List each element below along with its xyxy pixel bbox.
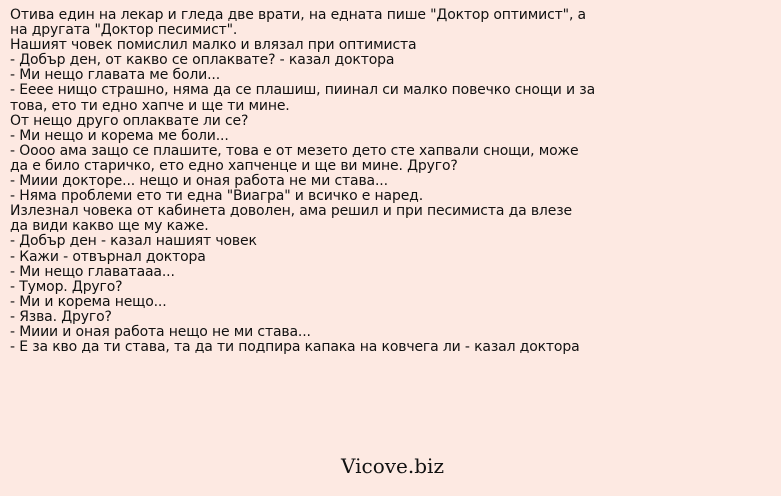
joke-line: на другата "Доктор песимист". (10, 22, 238, 39)
joke-line: - Ееее нищо страшно, няма да се плашиш, пиинал си малко повечко снощи и за (10, 82, 596, 99)
joke-line: - Тумор. Друго? (10, 278, 123, 295)
joke-line: Излезнал човека от кабинета доволен, ама решил и при песимиста да влезе (10, 203, 572, 220)
joke-line: - Кажи - отвърнал доктора (10, 248, 206, 265)
joke-line: - Ми нещо и корема ме боли... (10, 127, 229, 144)
joke-line: - Ми нещо главата ме боли... (10, 67, 221, 84)
joke-line: - Язва. Друго? (10, 308, 112, 325)
joke-line: - Добър ден, от какво се оплаквате? - казал доктора (10, 52, 395, 69)
joke-text (10, 8, 775, 355)
joke-line: - Оооо ама защо се плашите, това е от мезето дето сте хапвали снощи, може (10, 142, 579, 159)
joke-line: да види какво ще му каже. (10, 218, 209, 235)
joke-line: - Ми и корема нещо... (10, 293, 167, 310)
joke-line: - Няма проблеми ето ти една "Виагра" и всичко е наред. (10, 188, 424, 205)
joke-line: - Добър ден - казал нашият човек (10, 233, 257, 250)
joke-line: - Миии и оная работа нещо не ми става... (10, 323, 311, 340)
joke-line: От нещо друго оплаквате ли се? (10, 112, 249, 129)
joke-line: - Ми нещо главатааа... (10, 263, 175, 280)
joke-line: - Е за кво да ти става, та да ти подпира капака на ковчега ли - казал доктора (10, 339, 580, 356)
joke-line: Отива един на лекар и гледа две врати, на едната пише "Доктор оптимист", а (10, 7, 586, 23)
site-watermark: Vicove.biz (341, 454, 444, 478)
joke-line: това, ето ти едно хапче и ще ти мине. (10, 97, 290, 114)
joke-line: Нашият човек помислил малко и влязал при оптимиста (10, 37, 417, 54)
joke-line: - Миии доктоpе... нещо и оная работа не ми става... (10, 173, 388, 190)
joke-line: да е било старичко, ето едно хапченце и ще ви мине. Друго? (10, 157, 458, 174)
